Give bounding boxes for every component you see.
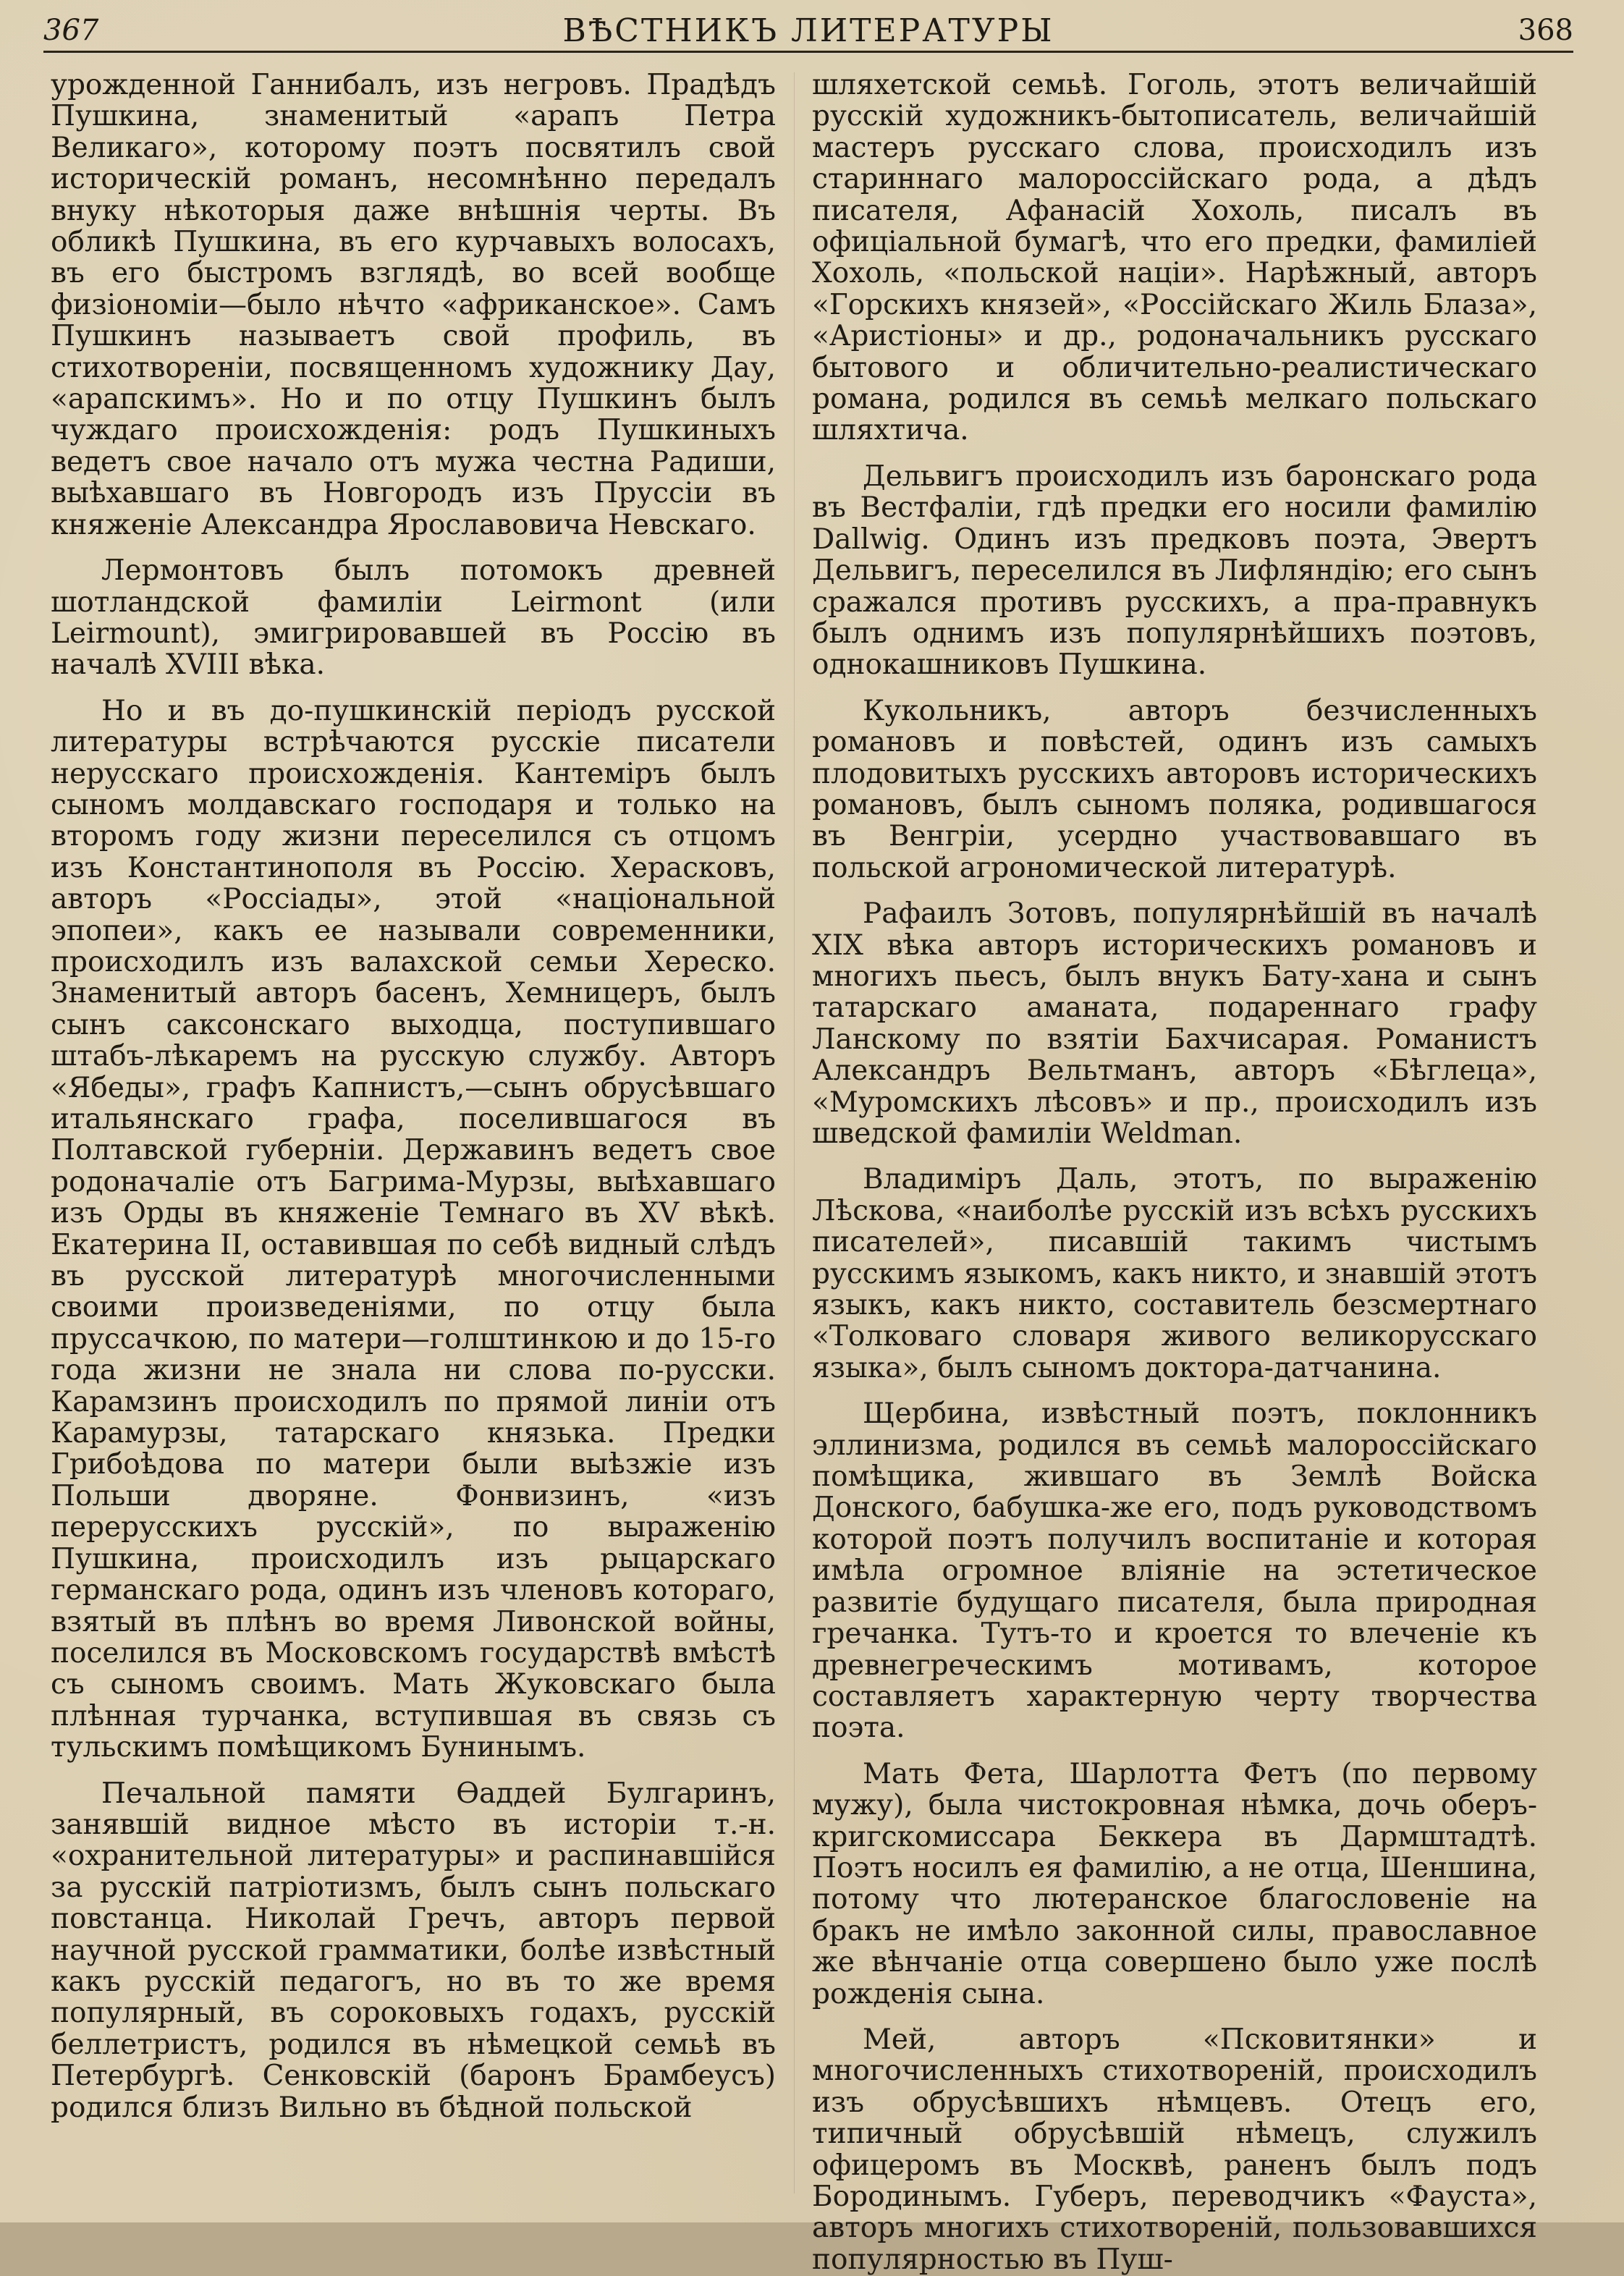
paragraph: Мей, авторъ «Псковитянки» и многочисленныхъ стихотвореній, происходилъ изъ обрусѣвшихъ нѣмцевъ. Отецъ его, типичный обрусѣвшій нѣмецъ, служилъ офицеромъ въ Москвѣ, раненъ былъ подъ Бородинымъ. Губеръ, переводчикъ «Фауста», авторъ многихъ стихотвореній, пользовавшихся популярностью въ Пуш- [812, 2023, 1537, 2276]
paragraph: шляхетской семьѣ. Гоголь, этотъ величайшій русскій художникъ-бытописатель, величайшій мастеръ русскаго слова, происходилъ изъ стариннаго малороссійскаго рода, а дѣдъ писателя, Афанасій Хохоль, писалъ въ офиціальной бумагѣ, что его предки, фамиліей Хохоль, «польской націи». Нарѣжный, авторъ «Горскихъ князей», «Россійскаго Жиль Блаза», «Аристіоны» и др., родоначальникъ русскаго бытового и обличительно-реалистическаго романа, родился въ семьѣ мелкаго польскаго шляхтича. [812, 69, 1537, 447]
page-number-right: 368 [1518, 14, 1573, 47]
paragraph: Но и въ до-пушкинскій періодъ русской литературы встрѣчаются русскіе писатели нерусскаго происхожденія. Кантеміръ былъ сыномъ молдавскаго господаря и только на второмъ году жизни переселился съ отцомъ изъ Константинополя въ Россію. Херасковъ, авторъ «Россіады», этой «національной эпопеи», какъ ее называли современники, происходилъ изъ валахской семьи Хереско. Знаменитый авторъ басенъ, Хемницеръ, былъ сынъ саксонскаго выходца, поступившаго штабъ-лѣкаремъ на русскую службу. Авторъ «Ябеды», графъ Капнистъ,—сынъ обрусѣвшаго итальянскаго графа, поселившагося въ Полтавской губерніи. Державинъ ведетъ свое родоначаліе отъ Багрима-Мурзы, выѣхавшаго изъ Орды въ княженіе Темнаго въ XV вѣкѣ. Екатерина II, оставившая по себѣ видный слѣдъ въ русской литературѣ многочисленными своими произведеніями, по отцу была пруссачкою, по матери—голштинкою и до 15-го года жизни не знала ни слова по-русски. Карамзинъ происходилъ по прямой линіи отъ Карамурзы, татарскаго князька. Предки Грибоѣдова по матери были выѣзжіе изъ Польши дворяне. Фонвизинъ, «изъ перерусскихъ русскій», по выраженію Пушкина, происходилъ изъ рыцарскаго германскаго рода, одинъ изъ членовъ котораго, взятый въ плѣнъ во время Ливонской войны, поселился въ Московскомъ государствѣ вмѣстѣ съ сыномъ своимъ. Мать Жуковскаго была плѣнная турчанка, вступившая въ связь съ тульскимъ помѣщикомъ Бунинымъ. [51, 694, 776, 1764]
paragraph: Печальной памяти Ѳаддей Булгаринъ, занявшій видное мѣсто въ исторіи т.-н. «охранительной литературы» и распинавшійся за русскій патріотизмъ, былъ сынъ польскаго повстанца. Николай Гречъ, авторъ первой научной русской грамматики, болѣе извѣстный какъ русскій педагогъ, но въ то же время популярный, въ сороковыхъ годахъ, русскій беллетристъ, родился въ нѣмецкой семьѣ въ Петербургѣ. Сенковскій (баронъ Брамбеусъ) родился близъ Вильно въ бѣдной польской [51, 1777, 776, 2124]
column-divider [794, 72, 795, 2193]
paragraph: Лермонтовъ былъ потомокъ древней шотландской фамиліи Leirmont (или Leirmount), эмигрировавшей въ Россію въ началѣ XVIII вѣка. [51, 554, 776, 682]
paragraph: урожденной Ганнибалъ, изъ негровъ. Прадѣдъ Пушкина, знаменитый «арапъ Петра Великаго», которому поэтъ посвятилъ свой историческій романъ, несомнѣнно передалъ внуку нѣкоторыя даже внѣшнія черты. Въ обликѣ Пушкина, въ его курчавыхъ волосахъ, въ его быстромъ взглядѣ, во всей вообще физіономіи—было нѣчто «африканское». Самъ Пушкинъ называетъ свой профиль, въ стихотвореніи, посвященномъ художнику Дау, «арапскимъ». Но и по отцу Пушкинъ былъ чуждаго происхожденія: родъ Пушкиныхъ ведетъ свое начало отъ мужа честна Радиши, выѣхавшаго въ Новгородъ изъ Пруссіи въ княженіе Александра Ярославовича Невскаго. [51, 69, 776, 541]
left-column [51, 69, 776, 2201]
paragraph: Кукольникъ, авторъ безчисленныхъ романовъ и повѣстей, одинъ изъ самыхъ плодовитыхъ русскихъ авторовъ историческихъ романовъ, былъ сыномъ поляка, родившагося въ Венгріи, усердно участвовавшаго въ польской агрономической литературѣ. [812, 694, 1537, 884]
paragraph: Владиміръ Даль, этотъ, по выраженію Лѣскова, «наиболѣе русскій изъ всѣхъ русскихъ писателей», писавшій такимъ чистымъ русскимъ языкомъ, какъ никто, и знавшій этотъ языкъ, какъ никто, составитель безсмертнаго «Толковаго словаря живого великорусскаго языка», былъ сыномъ доктора-датчанина. [812, 1163, 1537, 1384]
paragraph: Щербина, извѣстный поэтъ, поклонникъ эллинизма, родился въ семьѣ малороссійскаго помѣщика, жившаго въ Землѣ Войска Донского, бабушка-же его, подъ руководствомъ которой поэтъ получилъ воспитаніе и которая имѣла огромное вліяніе на эстетическое развитіе будущаго писателя, была природная гречанка. Тутъ-то и кроется то влеченіе къ древнегреческимъ мотивамъ, которое составляетъ характерную черту творчества поэта. [812, 1397, 1537, 1745]
paragraph: Мать Фета, Шарлотта Фетъ (по первому мужу), была чистокровная нѣмка, дочь оберъ-кригскомиссара Беккера въ Дармштадтѣ. Поэтъ носилъ ея фамилію, а не отца, Шеншина, потому что лютеранское благословеніе на бракъ не имѣло законной силы, православное же вѣнчаніе отца совершено было уже послѣ рожденія сына. [812, 1757, 1537, 2010]
running-header [43, 10, 1573, 53]
right-column [812, 69, 1537, 2276]
page-number-left: 367 [43, 14, 99, 47]
journal-title: ВѢСТНИКЪ ЛИТЕРАТУРЫ [562, 12, 1054, 49]
paragraph: Дельвигъ происходилъ изъ баронскаго рода въ Вестфаліи, гдѣ предки его носили фамилію Dallwig. Одинъ изъ предковъ поэта, Эвертъ Дельвигъ, переселился въ Лифляндію; его сынъ сражался противъ русскихъ, а пра-правнукъ былъ однимъ изъ популярнѣйшихъ поэтовъ, однокашниковъ Пушкина. [812, 460, 1537, 682]
paragraph: Рафаилъ Зотовъ, популярнѣйшій въ началѣ XIX вѣка авторъ историческихъ романовъ и многихъ пьесъ, былъ внукъ Бату-хана и сынъ татарскаго аманата, подареннаго графу Ланскому по взятіи Бахчисарая. Романистъ Александръ Вельтманъ, авторъ «Бѣглеца», «Муромскихъ лѣсовъ» и пр., происходилъ изъ шведской фамиліи Weldman. [812, 897, 1537, 1150]
